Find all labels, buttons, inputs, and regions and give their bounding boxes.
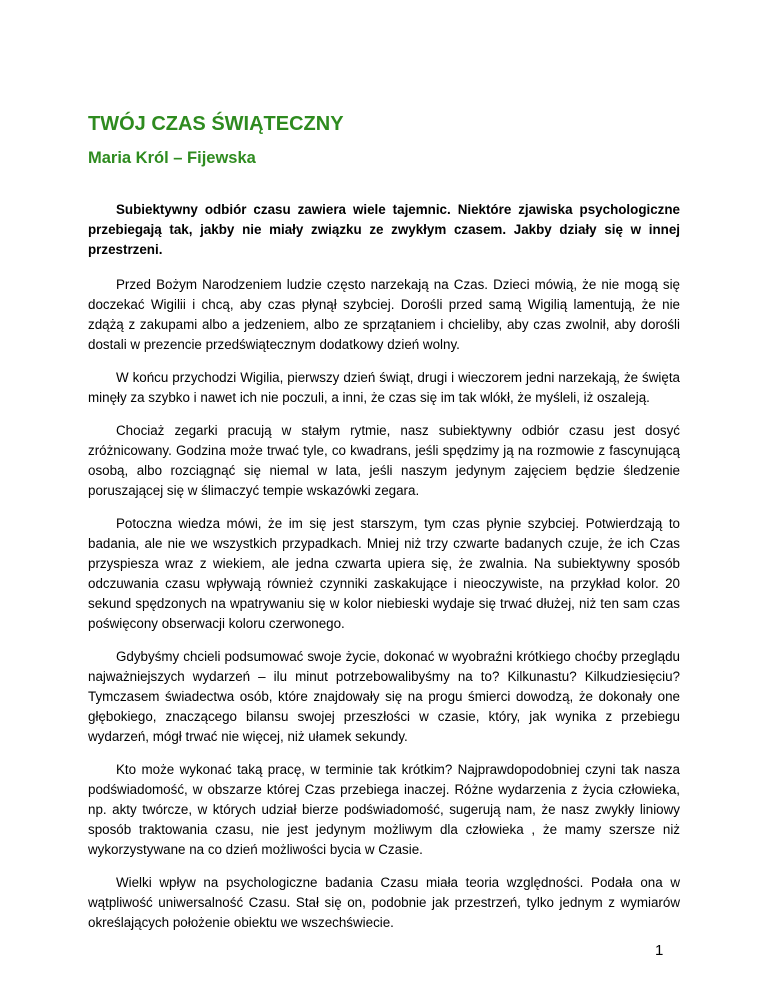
- paragraph: Kto może wykonać taką pracę, w terminie tak krótkim? Najprawdopodobniej czyni tak nasza podświadomość, w obszarze której Czas przebiega inaczej. Różne wydarzenia z życia człowieka, np. akty twórcze, w których udział bierze podświadomość, sugerują nam, że nasz zwykły liniowy sposób traktowania czasu, nie jest jedynym możliwym dla człowieka , że mamy szersze niż wykorzystywane na co dzień możliwości bycia w Czasie.: [88, 762, 680, 857]
- paragraph: Wielki wpływ na psychologiczne badania Czasu miała teoria względności. Podała ona w wątpliwość uniwersalność Czasu. Stał się on, podobnie jak przestrzeń, tylko jednym z wymiarów określających położenie obiektu we wszechświecie.: [88, 875, 680, 930]
- paragraph: Chociaż zegarki pracują w stałym rytmie, nasz subiektywny odbiór czasu jest dosyć zróżnicowany. Godzina może trwać tyle, co kwadrans, jeśli spędzimy ją na rozmowie z fascynującą osobą, albo rozciągnąć się niemal w lata, jeśli naszym jedynym zajęciem będzie śledzenie poruszającej się w ślimaczyć tempie wskazówki zegara.: [88, 423, 680, 498]
- paragraph: Potoczna wiedza mówi, że im się jest starszym, tym czas płynie szybciej. Potwierdzają to badania, ale nie we wszystkich przypadkach. Mniej niż trzy czwarte badanych czuje, że ich Czas przyspiesza wraz z wiekiem, ale jedna czwarta upiera się, że zwalnia. Na subiektywny sposób odczuwania czasu wpływają również czynniki zaskakujące i nieoczywiste, na przykład kolor. 20 sekund spędzonych na wpatrywaniu się w kolor niebieski wydaje się trwać dłużej, niż ten sam czas poświęcony obserwacji koloru czerwonego.: [88, 516, 680, 631]
- paragraph: W końcu przychodzi Wigilia, pierwszy dzień świąt, drugi i wieczorem jedni narzekają, że święta minęły za szybko i nawet ich nie poczuli, a inni, że czas się im tak wlókł, że myśleli, iż oszaleją.: [88, 370, 680, 405]
- paragraph: Przed Bożym Narodzeniem ludzie często narzekają na Czas. Dzieci mówią, że nie mogą się doczekać Wigilii i chcą, aby czas płynął szybciej. Dorośli przed samą Wigilią lamentują, że nie zdążą z zakupami albo a jedzeniem, albo ze sprzątaniem i chcieliby, aby czas zwolnił, aby dorośli dostali w prezencie przedświątecznym dodatkowy dzień wolny.: [88, 277, 680, 352]
- article-body: [88, 200, 680, 946]
- paragraph: Gdybyśmy chcieli podsumować swoje życie, dokonać w wyobraźni krótkiego choćby przeglądu najważniejszych wydarzeń – ilu minut potrzebowalibyśmy na to? Kilkunastu? Kilkudziesięciu? Tymczasem świadectwa osób, które znajdowały się na progu śmierci dowodzą, że dokonały one głębokiego, znaczącego bilansu swojej przeszłości w czasie, który, jak wynika z przebiegu wydarzeń, mógł trwać nie więcej, niż ułamek sekundy.: [88, 649, 680, 744]
- document-title: TWÓJ CZAS ŚWIĄTECZNY: [88, 113, 344, 135]
- lead-paragraph: Subiektywny odbiór czasu zawiera wiele tajemnic. Niektóre zjawiska psychologiczne przebiegają tak, jakby nie miały związku ze zwykłym czasem. Jakby działy się w innej przestrzeni.: [88, 202, 680, 257]
- author-name: Maria Król – Fijewska: [88, 149, 256, 167]
- page-number: 1: [655, 942, 664, 959]
